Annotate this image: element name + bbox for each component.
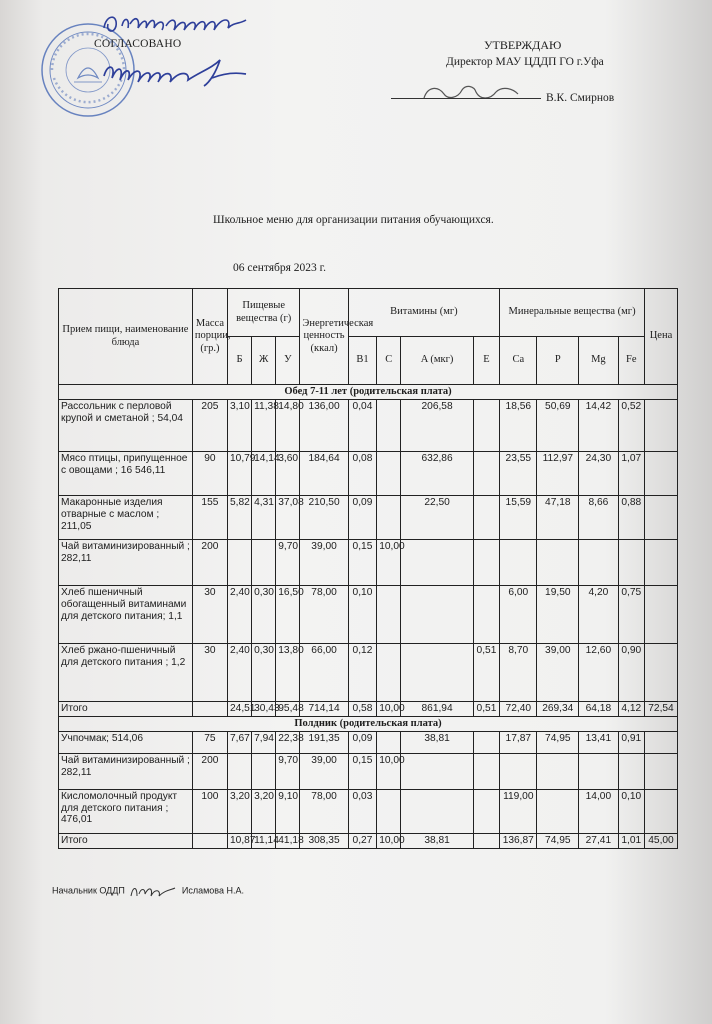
dish-name-cell: Учпочмак; 514,06	[59, 731, 193, 753]
value-cell: 0,03	[348, 789, 377, 833]
header-price: Цена	[644, 289, 677, 385]
subheader-carbs: У	[276, 337, 300, 385]
total-value: 41,18	[276, 833, 300, 848]
value-cell: 8,66	[579, 496, 619, 540]
value-cell: 23,55	[500, 452, 537, 496]
document-page	[8, 0, 696, 1024]
value-cell: 14,14	[252, 452, 276, 496]
value-cell	[500, 753, 537, 789]
subheader-protein: Б	[227, 337, 251, 385]
total-value: 11,14	[252, 833, 276, 848]
value-cell: 0,09	[348, 731, 377, 753]
value-cell: 0,12	[348, 644, 377, 702]
value-cell: 14,00	[579, 789, 619, 833]
handwritten-signature-left	[100, 52, 250, 92]
value-cell	[473, 496, 499, 540]
subheader-p: P	[537, 337, 579, 385]
subheader-e: E	[473, 337, 499, 385]
subheader-mg: Mg	[579, 337, 619, 385]
value-cell	[537, 753, 579, 789]
value-cell	[473, 400, 499, 452]
value-cell	[579, 540, 619, 586]
value-cell	[377, 496, 401, 540]
value-cell: 0,10	[348, 586, 377, 644]
table-row	[59, 586, 678, 644]
total-value: 95,48	[276, 702, 300, 717]
total-value: 30,43	[252, 702, 276, 717]
table-row	[59, 496, 678, 540]
total-row	[59, 702, 678, 717]
value-cell: 10,00	[377, 753, 401, 789]
value-cell: 9,70	[276, 753, 300, 789]
value-cell: 0,08	[348, 452, 377, 496]
subheader-fe: Fe	[618, 337, 644, 385]
value-cell: 37,08	[276, 496, 300, 540]
value-cell	[227, 753, 251, 789]
total-value: 861,94	[401, 702, 473, 717]
value-cell	[377, 452, 401, 496]
value-cell	[644, 644, 677, 702]
value-cell	[377, 586, 401, 644]
value-cell: 14,42	[579, 400, 619, 452]
header-mass: Масса порции, (гр.)	[192, 289, 227, 385]
value-cell	[644, 496, 677, 540]
value-cell: 13,41	[579, 731, 619, 753]
value-cell	[473, 452, 499, 496]
value-cell: 5,82	[227, 496, 251, 540]
value-cell	[537, 789, 579, 833]
value-cell: 4,31	[252, 496, 276, 540]
dish-name-cell: Кисломолочный продукт для детского питания ; 476,01	[59, 789, 193, 833]
document-date: 06 сентября 2023 г.	[233, 262, 326, 274]
footer-name: Исламова Н.А.	[181, 885, 244, 896]
value-cell: 0,04	[348, 400, 377, 452]
subheader-ca: Ca	[500, 337, 537, 385]
value-cell: 3,20	[227, 789, 251, 833]
table-row	[59, 789, 678, 833]
value-cell: 184,64	[300, 452, 348, 496]
value-cell: 78,00	[300, 586, 348, 644]
value-cell: 0,88	[618, 496, 644, 540]
total-label: Итого	[59, 702, 193, 717]
total-value: 24,51	[227, 702, 251, 717]
value-cell	[377, 731, 401, 753]
value-cell	[644, 753, 677, 789]
value-cell	[500, 540, 537, 586]
value-cell: 16,50	[276, 586, 300, 644]
table-row	[59, 400, 678, 452]
value-cell	[401, 586, 473, 644]
value-cell: 11,38	[252, 400, 276, 452]
value-cell	[401, 753, 473, 789]
value-cell	[644, 731, 677, 753]
value-cell: 112,97	[537, 452, 579, 496]
value-cell	[579, 753, 619, 789]
value-cell: 66,00	[300, 644, 348, 702]
value-cell: 39,00	[300, 540, 348, 586]
value-cell: 75	[192, 731, 227, 753]
value-cell	[401, 540, 473, 586]
value-cell	[644, 586, 677, 644]
total-value: 1,01	[618, 833, 644, 848]
value-cell: 7,94	[252, 731, 276, 753]
total-value: 714,14	[300, 702, 348, 717]
value-cell: 10,00	[377, 540, 401, 586]
header-meal: Прием пищи, наименование блюда	[59, 289, 193, 385]
total-value: 0,27	[348, 833, 377, 848]
header-energy: Энергетическая ценность (ккал)	[300, 289, 348, 385]
value-cell: 0,51	[473, 644, 499, 702]
value-cell: 9,10	[276, 789, 300, 833]
value-cell: 6,00	[500, 586, 537, 644]
dish-name-cell: Чай витаминизированный ; 282,11	[59, 540, 193, 586]
value-cell: 191,35	[300, 731, 348, 753]
value-cell	[537, 540, 579, 586]
handwritten-acknowledged-text	[100, 6, 250, 40]
value-cell: 10,79	[227, 452, 251, 496]
value-cell: 0,90	[618, 644, 644, 702]
header-nutrients: Пищевые вещества (г)	[227, 289, 299, 337]
dish-name-cell: Макаронные изделия отварные с маслом ; 211,05	[59, 496, 193, 540]
dish-name-cell: Хлеб ржано-пшеничный для детского питания ; 1,2	[59, 644, 193, 702]
total-value: 72,54	[644, 702, 677, 717]
value-cell	[644, 540, 677, 586]
header-vitamins: Витамины (мг)	[348, 289, 499, 337]
value-cell	[401, 644, 473, 702]
value-cell	[644, 400, 677, 452]
subheader-fat: Ж	[252, 337, 276, 385]
value-cell: 0,75	[618, 586, 644, 644]
total-value: 74,95	[537, 833, 579, 848]
value-cell: 4,20	[579, 586, 619, 644]
value-cell: 136,00	[300, 400, 348, 452]
value-cell: 0,15	[348, 753, 377, 789]
subheader-c: C	[377, 337, 401, 385]
value-cell	[473, 540, 499, 586]
total-value	[192, 833, 227, 848]
approval-right-label: УТВЕРЖДАЮ	[484, 38, 562, 52]
section-title: Обед 7-11 лет (родительская плата)	[59, 385, 678, 400]
total-value: 308,35	[300, 833, 348, 848]
table-row	[59, 731, 678, 753]
value-cell: 22,38	[276, 731, 300, 753]
value-cell: 0,10	[618, 789, 644, 833]
value-cell: 7,67	[227, 731, 251, 753]
total-label: Итого	[59, 833, 193, 848]
total-value: 10,87	[227, 833, 251, 848]
value-cell: 19,50	[537, 586, 579, 644]
value-cell: 200	[192, 540, 227, 586]
total-value: 27,41	[579, 833, 619, 848]
value-cell: 0,09	[348, 496, 377, 540]
menu-table-body	[59, 385, 678, 849]
subheader-b1: B1	[348, 337, 377, 385]
value-cell	[618, 540, 644, 586]
total-value: 10,00	[377, 833, 401, 848]
value-cell: 0,15	[348, 540, 377, 586]
value-cell: 50,69	[537, 400, 579, 452]
value-cell	[252, 540, 276, 586]
value-cell: 39,00	[300, 753, 348, 789]
total-value: 45,00	[644, 833, 677, 848]
value-cell: 39,00	[537, 644, 579, 702]
value-cell	[377, 789, 401, 833]
director-signature	[418, 78, 528, 106]
dish-name-cell: Рассольник с перловой крупой и сметаной ; 54,04	[59, 400, 193, 452]
total-value: 0,51	[473, 702, 499, 717]
subheader-a: A (мкг)	[401, 337, 473, 385]
value-cell	[473, 753, 499, 789]
total-value	[192, 702, 227, 717]
value-cell	[227, 540, 251, 586]
table-row	[59, 452, 678, 496]
table-row	[59, 753, 678, 789]
value-cell: 30	[192, 644, 227, 702]
total-value: 38,81	[401, 833, 473, 848]
value-cell: 3,10	[227, 400, 251, 452]
approval-left-label: СОГЛАСОВАНО	[94, 38, 182, 50]
value-cell	[401, 789, 473, 833]
section-title: Полдник (родительская плата)	[59, 716, 678, 731]
header-minerals: Минеральные вещества (мг)	[500, 289, 645, 337]
total-value: 4,12	[618, 702, 644, 717]
total-value	[473, 833, 499, 848]
value-cell: 47,18	[537, 496, 579, 540]
value-cell: 90	[192, 452, 227, 496]
table-row	[59, 540, 678, 586]
footer-handwritten-signature	[127, 882, 177, 900]
footer-signature	[127, 882, 179, 900]
value-cell: 3,20	[252, 789, 276, 833]
value-cell: 14,80	[276, 400, 300, 452]
value-cell: 2,40	[227, 644, 251, 702]
value-cell: 205	[192, 400, 227, 452]
value-cell: 210,50	[300, 496, 348, 540]
value-cell	[252, 753, 276, 789]
value-cell: 0,30	[252, 586, 276, 644]
value-cell: 2,40	[227, 586, 251, 644]
dish-name-cell: Хлеб пшеничный обогащенный витаминами для детского питания; 1,1	[59, 586, 193, 644]
total-value: 0,58	[348, 702, 377, 717]
director-title: Директор МАУ ЦДДП ГО г.Уфа	[446, 56, 604, 68]
value-cell: 12,60	[579, 644, 619, 702]
value-cell: 9,70	[276, 540, 300, 586]
value-cell: 206,58	[401, 400, 473, 452]
value-cell	[473, 586, 499, 644]
director-name: В.К. Смирнов	[546, 92, 615, 104]
value-cell: 24,30	[579, 452, 619, 496]
value-cell: 17,87	[500, 731, 537, 753]
value-cell: 632,86	[401, 452, 473, 496]
value-cell	[618, 753, 644, 789]
value-cell	[377, 644, 401, 702]
value-cell: 30	[192, 586, 227, 644]
value-cell: 119,00	[500, 789, 537, 833]
value-cell: 8,70	[500, 644, 537, 702]
footer-position: Начальник ОДДП	[52, 885, 125, 896]
value-cell: 1,07	[618, 452, 644, 496]
table-row	[59, 644, 678, 702]
value-cell: 100	[192, 789, 227, 833]
value-cell: 74,95	[537, 731, 579, 753]
value-cell	[377, 400, 401, 452]
dish-name-cell: Чай витаминизированный ; 282,11	[59, 753, 193, 789]
value-cell: 38,81	[401, 731, 473, 753]
total-value: 10,00	[377, 702, 401, 717]
footer-signature-block	[52, 882, 244, 900]
menu-table	[58, 288, 678, 849]
total-value: 269,34	[537, 702, 579, 717]
value-cell: 0,91	[618, 731, 644, 753]
value-cell	[473, 789, 499, 833]
total-value: 64,18	[579, 702, 619, 717]
value-cell: 22,50	[401, 496, 473, 540]
value-cell: 3,60	[276, 452, 300, 496]
value-cell: 15,59	[500, 496, 537, 540]
value-cell: 0,30	[252, 644, 276, 702]
value-cell	[644, 789, 677, 833]
dish-name-cell: Мясо птицы, припущенное с овощами ; 16 546,11	[59, 452, 193, 496]
director-signature-line	[391, 98, 541, 99]
value-cell: 155	[192, 496, 227, 540]
value-cell: 0,52	[618, 400, 644, 452]
value-cell: 200	[192, 753, 227, 789]
value-cell: 78,00	[300, 789, 348, 833]
value-cell	[473, 731, 499, 753]
document-title: Школьное меню для организации питания обучающихся.	[213, 214, 494, 226]
value-cell	[644, 452, 677, 496]
section-header-row	[59, 716, 678, 731]
total-value: 72,40	[500, 702, 537, 717]
total-row	[59, 833, 678, 848]
value-cell: 18,56	[500, 400, 537, 452]
value-cell: 13,80	[276, 644, 300, 702]
total-value: 136,87	[500, 833, 537, 848]
section-header-row	[59, 385, 678, 400]
